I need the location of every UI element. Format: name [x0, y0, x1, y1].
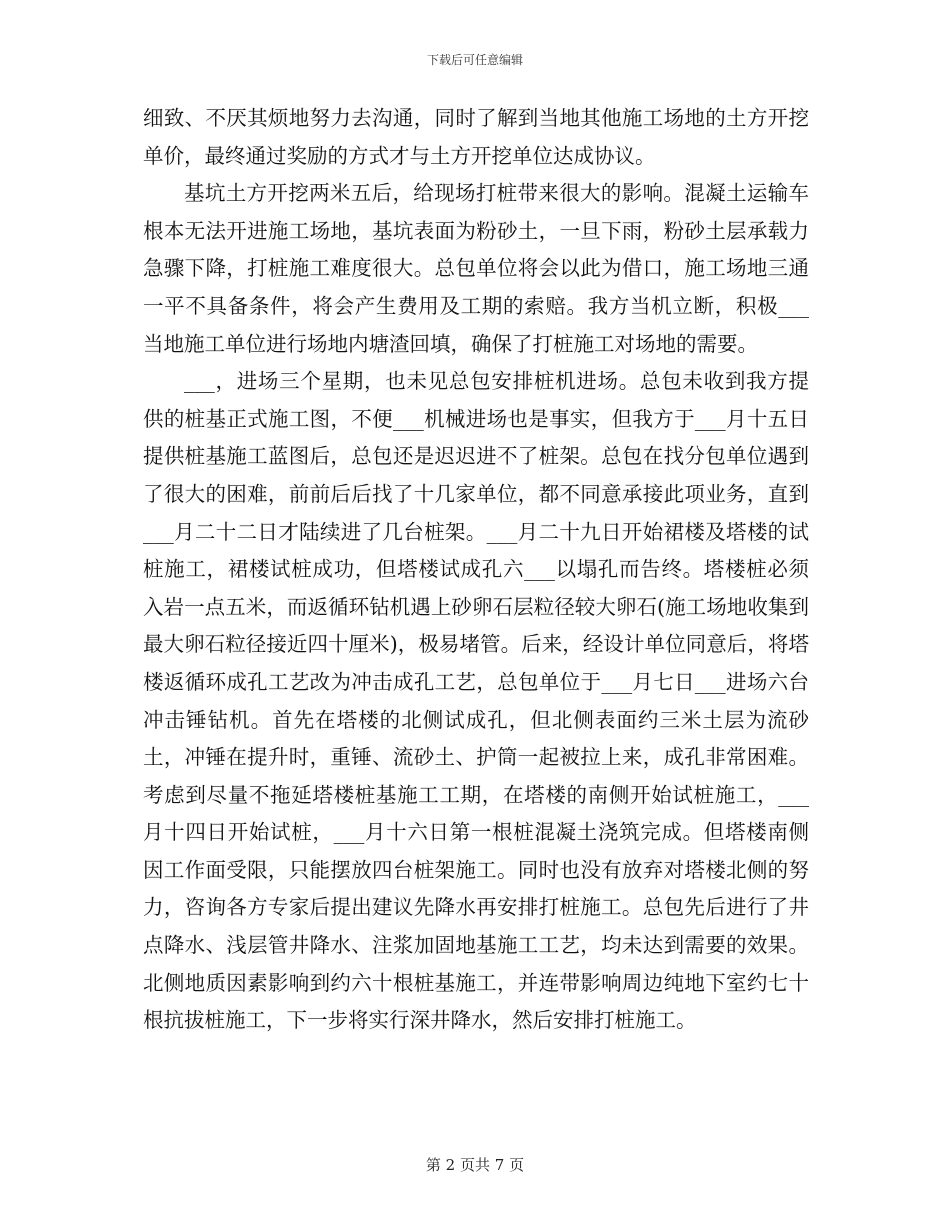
- page-number-footer: 第 2 页共 7 页: [425, 1156, 525, 1174]
- paragraph-1: 细致、不厌其烦地努力去沟通，同时了解到当地其他施工场地的土方开挖单价，最终通过奖励的方式才与土方开挖单位达成协议。: [143, 106, 809, 168]
- document-body: [143, 100, 809, 1040]
- page-header-note: 下载后可任意编辑: [426, 53, 523, 67]
- paragraph-2: 基坑土方开挖两米五后，给现场打桩带来很大的影响。混凝土运输车根本无法开进施工场地，基坑表面为粉砂土，一旦下雨，粉砂土层承载力急骤下降，打桩施工难度很大。总包单位将会以此为借口，施工场地三通一平不具备条件，将会产生费用及工期的索赔。我方当机立断，积极___当地施工单位进行场地内塘渣回填，确保了打桩施工对场地的需要。: [143, 181, 809, 356]
- paragraph-3: ___，进场三个星期，也未见总包安排桩机进场。总包未收到我方提供的桩基正式施工图，不便___机械进场也是事实，但我方于___月十五日提供桩基施工蓝图后，总包还是迟迟进不了桩架。总包在找分包单位遇到了很大的困难，前前后后找了十几家单位，都不同意承接此项业务，直到___月二十二日才陆续进了几台桩架。___月二十九日开始裙楼及塔楼的试桩施工，裙楼试桩成功，但塔楼试成孔六___以塌孔而告终。塔楼桩必须入岩一点五米，而返循环钻机遇上砂卵石层粒径较大卵石(施工场地收集到最大卵石粒径接近四十厘米)，极易堵管。后来，经设计单位同意后，将塔楼返循环成孔工艺改为冲击成孔工艺，总包单位于___月七日___进场六台冲击锤钻机。首先在塔楼的北侧试成孔，但北侧表面约三米土层为流砂土，冲锤在提升时，重锤、流砂土、护筒一起被拉上来，成孔非常困难。考虑到尽量不拖延塔楼桩基施工工期，在塔楼的南侧开始试桩施工，___月十四日开始试桩，___月十六日第一根桩混凝土浇筑完成。但塔楼南侧因工作面受限，只能摆放四台桩架施工。同时也没有放弃对塔楼北侧的努力，咨询各方专家后提出建议先降水再安排打桩施工。总包先后进行了井点降水、浅层管井降水、注浆加固地基施工工艺，均未达到需要的效果。北侧地质因素影响到约六十根桩基施工，并连带影响周边纯地下室约七十根抗拔桩施工，下一步将实行深井降水，然后安排打桩施工。: [143, 369, 809, 1033]
